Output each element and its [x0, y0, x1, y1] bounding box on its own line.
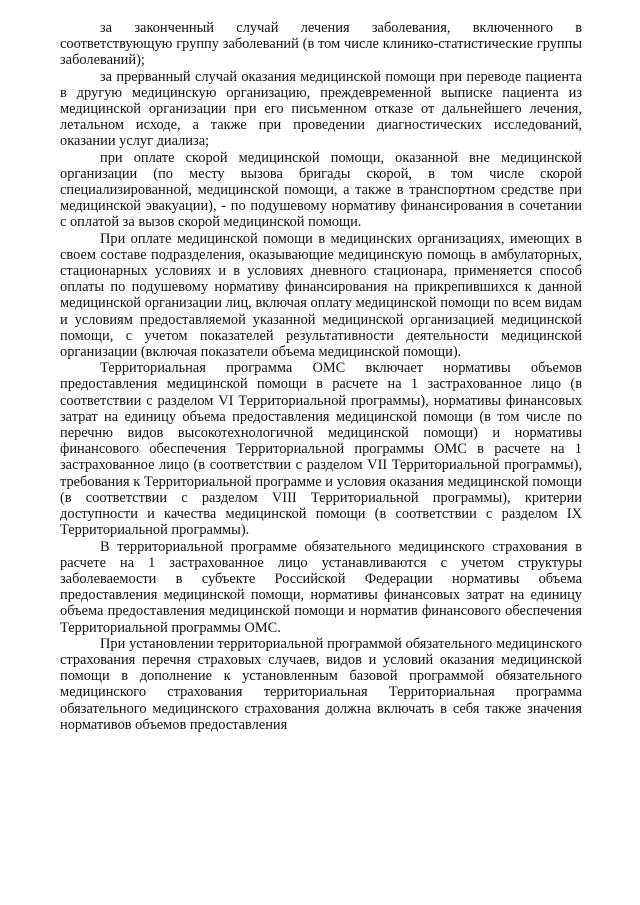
- paragraph-insured-person-norms: В территориальной программе обязательного медицинского страхования в расчете на 1 застрахованное лицо устанавливаются с учетом структуры заболеваемости в субъекте Российской Федерации нормативы объема предоставления медицинской помощи, нормативы финансовых затрат на единицу объема предоставления медицинской помощи и норматив финансового обеспечения Территориальной программы ОМС.: [60, 538, 582, 636]
- paragraph-completed-case: за законченный случай лечения заболевания, включенного в соответствующую группу заболеваний (в том числе клинико-статистические группы заболеваний);: [60, 20, 582, 69]
- paragraph-oms-program-norms: Территориальная программа ОМС включает нормативы объемов предоставления медицинской помощи в расчете на 1 застрахованное лицо (в соответствии с разделом VI Территориальной программы), нормативы финансовых затрат на единицу объема предоставления медицинской помощи (в том числе по перечню видов высокотехнологичной медицинской помощи) и нормативы финансового обеспечения Территориальной программы ОМС в расчете на 1 застрахованное лицо (в соответствии с разделом VII Территориальной программы), требования к Территориальной программе и условия оказания медицинской помощи (в соответствии с разделом VIII Территориальной программы), критерии доступности и качества медицинской помощи (в соответствии с разделом IX Территориальной программы).: [60, 360, 582, 539]
- paragraph-additional-insured-cases: При установлении территориальной программой обязательного медицинского страхования перечня страховых случаев, видов и условий оказания медицинской помощи в дополнение к установленным базовой программой обязательного медицинского страхования территориальная Территориальная программа обязательного медицинского страхования должна включать в себя также значения нормативов объемов предоставления: [60, 635, 582, 733]
- paragraph-emergency-care-payment: при оплате скорой медицинской помощи, оказанной вне медицинской организации (по месту вызова бригады скорой, в том числе скорой специализированной, медицинской помощи, а также в транспортном средстве при медицинской эвакуации), - по подушевому нормативу финансирования в сочетании с оплатой за вызов скорой медицинской помощи.: [60, 149, 582, 231]
- paragraph-interrupted-case: за прерванный случай оказания медицинской помощи при переводе пациента в другую медицинскую организацию, преждевременной выписке пациента из медицинской организации при его письменном отказе от дальнейшего лечения, летальном исходе, а также при проведении диагностических исследований, оказании услуг диализа;: [60, 68, 582, 150]
- paragraph-per-capita-payment: При оплате медицинской помощи в медицинских организациях, имеющих в своем составе подразделения, оказывающие медицинскую помощь в амбулаторных, стационарных условиях и в условиях дневного стационара, применяется способ оплаты по подушевому нормативу финансирования на прикрепившихся к данной медицинской организации лиц, включая оплату медицинской помощи по всем видам и условиям предоставляемой указанной медицинской организацией медицинской помощи, с учетом показателей результативности деятельности медицинской организации (включая показатели объема медицинской помощи).: [60, 230, 582, 361]
